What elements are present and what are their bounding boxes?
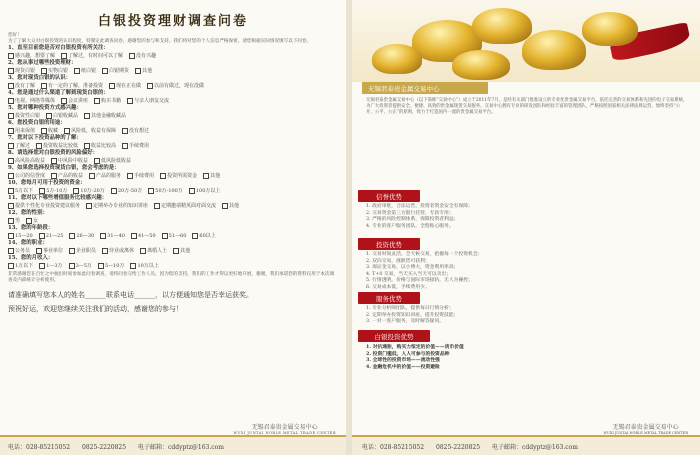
option-checkbox[interactable] — [154, 202, 216, 210]
question-options — [8, 202, 338, 210]
question-label: 13、您的年龄段： — [8, 225, 54, 232]
option-checkbox[interactable] — [74, 67, 96, 75]
checkbox-icon[interactable] — [8, 83, 14, 89]
question-item — [8, 165, 338, 180]
contact-prompt[interactable]: 请准确填写您本人的姓名______联系电话______，以方便通知您是否幸运获奖。 — [8, 291, 253, 300]
option-label: 实物白银 — [48, 68, 69, 75]
org-signature-name: 无锡君泰贵金属交易中心 — [612, 424, 679, 431]
checkbox-icon[interactable] — [86, 203, 92, 209]
option-label: 其他 — [180, 248, 191, 255]
option-label: 风险低，收益有保障 — [71, 128, 117, 135]
option-label: 21—25 — [45, 233, 64, 240]
checkbox-icon[interactable] — [8, 188, 14, 194]
option-checkbox[interactable] — [203, 172, 220, 180]
option-label: 投资性白银 — [15, 113, 41, 120]
option-checkbox[interactable] — [192, 232, 215, 240]
checkbox-icon[interactable] — [147, 83, 153, 89]
option-label: 男 — [15, 218, 21, 225]
checkbox-icon[interactable] — [39, 233, 45, 239]
checkbox-icon[interactable] — [26, 218, 32, 224]
question-item — [8, 105, 338, 120]
question-item — [8, 60, 338, 75]
checkbox-icon[interactable] — [100, 233, 106, 239]
option-label: 中风险中收益 — [58, 158, 89, 165]
org-banner: 无锡君泰贵金属交易中心 — [362, 82, 488, 94]
checkbox-icon[interactable] — [109, 83, 115, 89]
option-checkbox[interactable] — [130, 262, 158, 270]
section-head-service: 服务优势 — [358, 292, 420, 304]
org-signature — [233, 422, 336, 435]
question-item — [8, 240, 338, 255]
org-signature-name: 无锡君泰贵金属交易中心 — [251, 424, 318, 431]
option-checkbox[interactable] — [109, 82, 141, 90]
org-signature-en: WUXI JUNTAI NOBLE METAL TRADE CENTER — [603, 431, 688, 435]
checkbox-icon[interactable] — [74, 68, 80, 74]
option-label: 1万以下 — [15, 263, 34, 270]
option-label: 41—50 — [137, 233, 156, 240]
checkbox-icon[interactable] — [61, 53, 67, 59]
checkbox-icon[interactable] — [127, 98, 133, 104]
checkbox-icon[interactable] — [36, 248, 42, 254]
option-checkbox[interactable] — [122, 142, 149, 150]
checkbox-icon[interactable] — [41, 128, 47, 134]
option-label: 高风险高收益 — [15, 158, 46, 165]
option-label: 26—30 — [76, 233, 95, 240]
option-checkbox[interactable] — [222, 202, 239, 210]
org-signature-right — [603, 422, 688, 435]
checkbox-icon[interactable] — [69, 248, 75, 254]
question-options — [8, 262, 338, 270]
question-label: 11、您对以下哪些增值服务比较感兴趣： — [8, 195, 108, 202]
option-label: 其他 — [229, 203, 240, 210]
question-item — [8, 210, 338, 225]
option-label: 企业职员 — [76, 248, 97, 255]
question-item — [8, 120, 338, 135]
checkbox-icon[interactable] — [69, 263, 75, 269]
checkbox-icon[interactable] — [122, 143, 128, 149]
checkbox-icon[interactable] — [8, 248, 14, 254]
checkbox-icon[interactable] — [8, 143, 14, 149]
option-label: 没有了解 — [15, 83, 36, 90]
checkbox-icon[interactable] — [8, 113, 14, 119]
option-label: 没有兴趣 — [136, 53, 157, 60]
checkbox-icon[interactable] — [140, 248, 146, 254]
checkbox-icon[interactable] — [8, 203, 14, 209]
checkbox-icon[interactable] — [8, 53, 14, 59]
checkbox-icon[interactable] — [8, 68, 14, 74]
question-label: 3、您对现货白银的认识： — [8, 75, 72, 82]
option-label: 其他 — [210, 173, 221, 180]
option-checkbox[interactable] — [148, 187, 183, 195]
option-checkbox[interactable] — [173, 247, 190, 255]
option-label: 51—60 — [168, 233, 187, 240]
option-label: 10万-20万 — [80, 188, 105, 195]
option-label: 手续费用 — [129, 143, 150, 150]
greeting: 您好！ — [8, 33, 22, 38]
option-checkbox[interactable] — [160, 172, 197, 180]
ingot-shape — [582, 12, 638, 46]
option-label: 定期举办专业的知识讲座 — [93, 203, 149, 210]
option-label: 购买书籍 — [101, 98, 122, 105]
option-label: 公务员 — [15, 248, 31, 255]
checkbox-icon[interactable] — [8, 158, 14, 164]
checkbox-icon[interactable] — [41, 83, 47, 89]
section-lines-silver: 1. 对抗通胀，购买力恒定的价值——货币价值 2. 投资门槛低，人人可参与的投资品种 3. 全球性的投资市场——流动性强 4. 金融危机中的价值——投资避险 — [366, 344, 464, 370]
option-label: 定期邀请精英面对面交流 — [161, 203, 217, 210]
section-lines-service: 1. 专业分析师团队，提供每日行情分析； 2. 定期举办投资知识讲座，提升投资技能； 3. 一对一客户服务，及时解答疑问。 — [366, 306, 459, 324]
option-label: 手续费用 — [134, 173, 155, 180]
checkbox-icon[interactable] — [8, 98, 14, 104]
right-footer: 电话：028-85215052 0825-2220825 电子邮箱：cddyptz@163.com — [352, 435, 700, 455]
checkbox-icon[interactable] — [39, 263, 45, 269]
checkbox-icon[interactable] — [131, 233, 137, 239]
option-checkbox[interactable] — [39, 262, 62, 270]
checkbox-icon[interactable] — [102, 68, 108, 74]
questionnaire-page — [0, 0, 346, 455]
option-label: 其他 — [142, 68, 153, 75]
option-label: 10万以上 — [137, 263, 159, 270]
left-footer: 电话：028-85215052 0825-2220825 电子邮箱：cddyptz@163.com — [0, 435, 346, 455]
question-label: 10、您每月可用于投资的资金： — [8, 180, 86, 187]
question-label: 6、您投资白银的用途： — [8, 120, 66, 127]
option-checkbox[interactable] — [111, 187, 142, 195]
option-label: 电视、网络等媒体 — [15, 98, 56, 105]
question-item — [8, 135, 338, 150]
ingot-shape — [452, 50, 510, 80]
checkbox-icon[interactable] — [222, 203, 228, 209]
checkbox-icon[interactable] — [8, 263, 14, 269]
option-checkbox[interactable] — [98, 262, 125, 270]
section-head-investment: 投资优势 — [358, 238, 420, 250]
option-checkbox[interactable] — [102, 67, 129, 75]
checkbox-icon[interactable] — [69, 233, 75, 239]
intro-text: 为了了解大众对白银投资的认识程度，特制定此调查问卷，感谢您的参与和支持。我们将对您的个人信息严格保密，请您根据实际情况填写以下问卷。 — [8, 39, 312, 45]
question-label: 15、您的月收入： — [8, 255, 54, 262]
option-label: 产品的服务 — [96, 173, 122, 180]
checkbox-icon[interactable] — [154, 203, 160, 209]
checkbox-icon[interactable] — [135, 68, 141, 74]
option-label: 提供个性化专业投资建议服务 — [15, 203, 81, 210]
section-lines-investment: 1. 交易时间灵活，全天候交易，把握每一个投资机会； 2. 双向交易，涨跌皆可获利； 3. 保证金交易，以小博大，资金利用率高； 4. T+0 交易，当天买入当天可以卖出； 5. 行情透明，价格与国际市场接轨，无人为操控； 6. 交易成本低，手续费用少。 — [366, 252, 483, 290]
question-label: 4、您是通过什么渠道了解到现货白银的： — [8, 90, 109, 97]
question-label: 12、您的性别： — [8, 210, 48, 217]
org-signature-en: WUXI JUNTAI NOBLE METAL TRADE CENTER — [233, 431, 336, 435]
checkbox-icon[interactable] — [203, 173, 209, 179]
checkbox-icon[interactable] — [162, 233, 168, 239]
question-label: 7、您对以下投资品种的了解： — [8, 135, 82, 142]
option-label: 50万-100万 — [155, 188, 183, 195]
thanks-text: 预祝好运，欢迎您继续关注我们的活动，感谢您的参与！ — [8, 305, 183, 314]
option-label: 20万-50万 — [117, 188, 143, 195]
question-options — [8, 232, 338, 240]
closing-text: 非常感谢您在百忙之中抽出时间参加此问卷调查，请将问卷交给工作人员，因为您的支持，我们的工作才得以更好地开展，谢谢，我们承诺您的资料仅用于本次调查及内部统计分析使用。 — [8, 272, 335, 284]
option-label: 感兴趣，想要了解 — [15, 53, 56, 60]
option-label: 产品的收益 — [58, 173, 84, 180]
option-label: 了解过 — [15, 143, 31, 150]
checkbox-icon[interactable] — [130, 263, 136, 269]
option-label: 1—3万 — [46, 263, 63, 270]
option-checkbox[interactable] — [69, 247, 96, 255]
option-label: 事业单位 — [43, 248, 64, 255]
checkbox-icon[interactable] — [36, 143, 42, 149]
option-label: 现货白银 — [15, 68, 36, 75]
checkbox-icon[interactable] — [102, 248, 108, 254]
option-checkbox[interactable] — [129, 52, 156, 60]
checkbox-icon[interactable] — [189, 188, 195, 194]
option-label: 有一定的了解，准备投资 — [48, 83, 104, 90]
gold-silver-ingots-image — [352, 0, 700, 82]
option-label: 用来保值 — [15, 128, 36, 135]
checkbox-icon[interactable] — [94, 98, 100, 104]
section-lines-reputation: 1. 政府审批，合法运营，投资者资金安全有保障； 2. 交易资金第三方银行托管，专款专用； 3. 严格的风险控制体系，保障投资者利益； 4. 专业的客户服务团队，全程贴心服务。 — [366, 204, 473, 229]
option-label: 投资收益比较低 — [43, 143, 79, 150]
checkbox-icon[interactable] — [8, 173, 14, 179]
checkbox-icon[interactable] — [64, 128, 70, 134]
checkbox-icon[interactable] — [73, 188, 79, 194]
option-label: 纸白银 — [81, 68, 97, 75]
about-text: 无锡君泰贵金属交易中心（以下简称“交易中心”）成立于2011年7月，是经有关部门批准设立的专业化贵金属交易平台，依托完善的交易体系和先进的电子交易系统，为广大投资者提供安全、便捷、高效的贵金属现货交易服务。交易中心拥有专业的研发团队和经验丰富的管理团队，严格按照国家相关法律法规运营，始终坚持“公开、公平、公正”的原则，致力于打造国内一流的贵金属交易平台。 — [366, 98, 688, 115]
checkbox-icon[interactable] — [173, 248, 179, 254]
question-item — [8, 225, 338, 240]
section-head-reputation: 信誉优势 — [358, 190, 420, 202]
option-label: 白银收藏品 — [53, 113, 79, 120]
option-label: 白银期货 — [109, 68, 130, 75]
question-item — [8, 75, 338, 90]
ingot-shape — [472, 8, 532, 44]
option-label: 会议讲座 — [68, 98, 89, 105]
option-label: 100万以上 — [195, 188, 221, 195]
checkbox-icon[interactable] — [61, 98, 67, 104]
checkbox-icon[interactable] — [129, 53, 135, 59]
option-checkbox[interactable] — [189, 187, 221, 195]
option-label: 收藏 — [48, 128, 59, 135]
question-label: 1、直至目前您是否对白银投资有所关注： — [8, 45, 109, 52]
checkbox-icon[interactable] — [8, 128, 14, 134]
option-checkbox[interactable] — [127, 172, 154, 180]
ingot-shape — [372, 44, 422, 74]
option-label: 离婚人士 — [147, 248, 168, 255]
option-label: 5万-10万 — [46, 188, 68, 195]
option-checkbox[interactable] — [8, 262, 33, 270]
checkbox-icon[interactable] — [89, 173, 95, 179]
option-label: 没有想过 — [129, 128, 150, 135]
option-label: 了解过，有时间可以了解 — [68, 53, 124, 60]
checkbox-icon[interactable] — [41, 68, 47, 74]
option-checkbox[interactable] — [94, 97, 121, 105]
checkbox-icon[interactable] — [111, 188, 117, 194]
page-title: 白银投资理财调查问卷 — [97, 14, 248, 29]
question-item — [8, 255, 338, 270]
option-checkbox[interactable] — [69, 262, 92, 270]
info-page — [352, 0, 700, 455]
option-label: 以前有做过，现在没做 — [154, 83, 205, 90]
checkbox-icon[interactable] — [39, 188, 45, 194]
option-label: 公司的信誉度 — [15, 173, 46, 180]
option-label: 其他金融收藏品 — [91, 113, 127, 120]
question-item — [8, 195, 338, 210]
question-item — [8, 150, 338, 165]
question-item — [8, 45, 338, 60]
checkbox-icon[interactable] — [94, 158, 100, 164]
checkbox-icon[interactable] — [127, 173, 133, 179]
option-checkbox[interactable] — [147, 82, 204, 90]
checkbox-icon[interactable] — [98, 263, 104, 269]
checkbox-icon[interactable] — [122, 128, 128, 134]
option-checkbox[interactable] — [135, 67, 152, 75]
option-checkbox[interactable] — [69, 232, 94, 240]
checkbox-icon[interactable] — [51, 158, 57, 164]
option-checkbox[interactable] — [102, 247, 134, 255]
question-label: 5、您对哪种投资方式感兴趣： — [8, 105, 82, 112]
section-head-silver: 白银投资优势 — [358, 330, 430, 342]
option-checkbox[interactable] — [89, 172, 121, 180]
option-label: 投资所需资金 — [167, 173, 198, 180]
question-item — [8, 90, 338, 105]
option-label: 现在正在做 — [116, 83, 142, 90]
checkbox-icon[interactable] — [192, 233, 198, 239]
option-checkbox[interactable] — [122, 127, 149, 135]
question-label: 14、您的职业： — [8, 240, 48, 247]
option-label: 收益比较高 — [91, 143, 117, 150]
checkbox-icon[interactable] — [160, 173, 166, 179]
option-checkbox[interactable] — [84, 112, 126, 120]
question-label: 8、请选择您对白银投资的风险偏好： — [8, 150, 99, 157]
ingot-shape — [522, 30, 586, 70]
option-label: 31—40 — [107, 233, 125, 240]
option-label: 待业或离休 — [109, 248, 135, 255]
option-checkbox[interactable] — [131, 232, 156, 240]
option-label: 女 — [33, 218, 39, 225]
option-label: 5—10万 — [104, 263, 125, 270]
option-checkbox[interactable] — [100, 232, 125, 240]
checkbox-icon[interactable] — [51, 173, 57, 179]
question-item — [8, 180, 338, 195]
question-options — [8, 217, 338, 225]
checkbox-icon[interactable] — [84, 143, 90, 149]
option-label: 3—5万 — [75, 263, 92, 270]
question-options — [8, 247, 338, 255]
checkbox-icon[interactable] — [84, 113, 90, 119]
option-label: 低风险低收益 — [101, 158, 132, 165]
option-label: 60以上 — [199, 233, 216, 240]
option-label: 15—20 — [15, 233, 33, 240]
question-list — [8, 45, 338, 270]
checkbox-icon[interactable] — [148, 188, 154, 194]
option-checkbox[interactable] — [86, 202, 148, 210]
option-label: 5万以下 — [15, 188, 34, 195]
option-label: 与亲人朋友交流 — [134, 98, 170, 105]
question-label: 9、如果您选择投资现货白银，您会考虑的是： — [8, 165, 120, 172]
checkbox-icon[interactable] — [8, 218, 14, 224]
checkbox-icon[interactable] — [46, 113, 52, 119]
option-checkbox[interactable] — [127, 97, 169, 105]
option-checkbox[interactable] — [140, 247, 167, 255]
checkbox-icon[interactable] — [8, 233, 14, 239]
question-label: 2、您从事过哪些投资理财： — [8, 60, 77, 67]
option-checkbox[interactable] — [162, 232, 187, 240]
